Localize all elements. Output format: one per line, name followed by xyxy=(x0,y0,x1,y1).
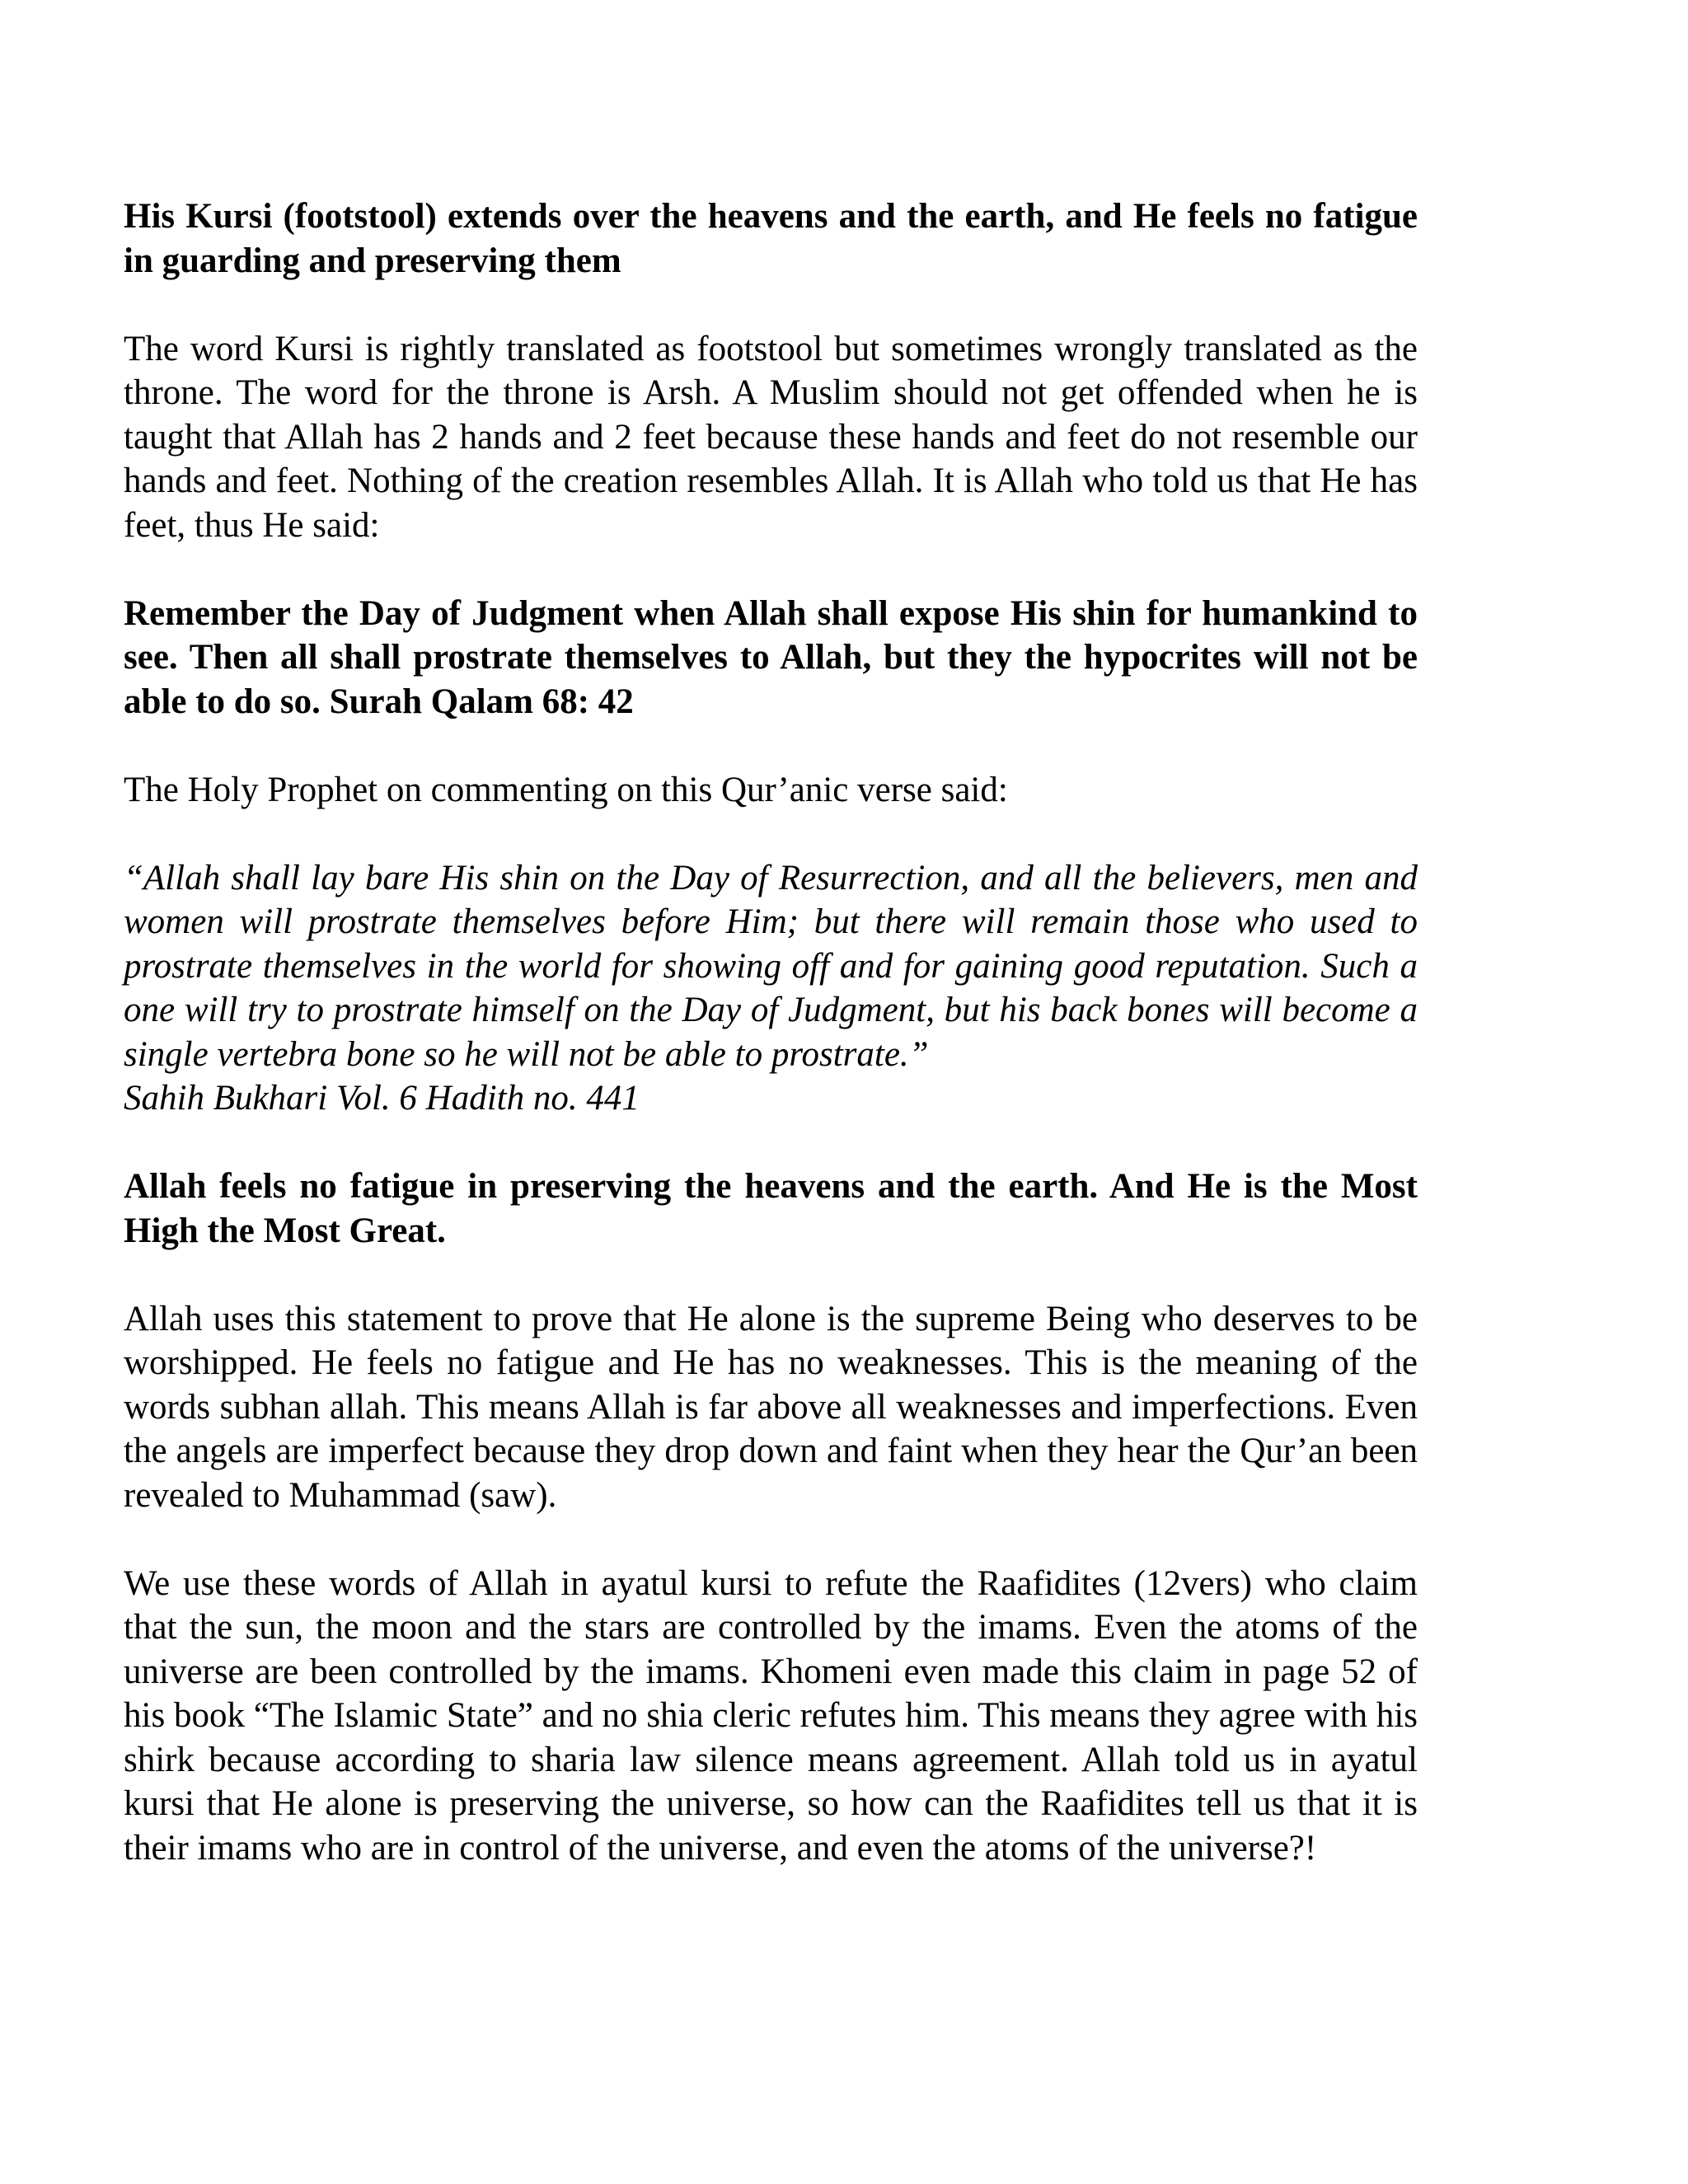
heading-no-fatigue: Allah feels no fatigue in preserving the heavens and the earth. And He is the Most High the Most Great. xyxy=(124,1167,1418,1250)
paragraph-supreme-being: Allah uses this statement to prove that He alone is the supreme Being who deserves to be worshipped. He feels no fatigue and He has no weaknesses. This is the meaning of the words subhan allah. This means Allah is far above all weaknesses and imperfections. Even the angels are imperfect because they drop down and faint when they hear the Qur’an been revealed to Muhammad (saw). xyxy=(124,1299,1418,1515)
document-page xyxy=(124,194,1418,1915)
hadith-text: “Allah shall lay bare His shin on the Day of Resurrection, and all the believers, men and women will prostrate themselves before Him; but there will remain those who used to prostrate themselves in the world for showing off and for gaining good reputation. Such a one will try to prostrate himself on the Day of Judgment, but his back bones will become a single vertebra bone so he will not be able to prostrate.” xyxy=(124,858,1418,1074)
heading-kursi: His Kursi (footstool) extends over the heavens and the earth, and He feels no fatigue in guarding and preserving them xyxy=(124,197,1418,280)
hadith-citation: Sahih Bukhari Vol. 6 Hadith no. 441 xyxy=(124,1079,640,1118)
paragraph-prophet-comment: The Holy Prophet on commenting on this Qur’anic verse said: xyxy=(124,770,1008,809)
paragraph-refutation: We use these words of Allah in ayatul kursi to refute the Raafidites (12vers) who claim that the sun, the moon and the stars are controlled by the imams. Even the atoms of the universe are been controlled by the imams. Khomeni even made this claim in page 52 of his book “The Islamic State” and no shia cleric refutes him. This means they agree with his shirk because according to sharia law silence means agreement. Allah told us in ayatul kursi that He alone is preserving the universe, so how can the Raafidites tell us that it is their imams who are in control of the universe, and even the atoms of the universe?! xyxy=(124,1563,1418,1868)
hadith-quote xyxy=(124,856,1418,1121)
quran-verse-qalam: Remember the Day of Judgment when Allah shall expose His shin for humankind to see. Then all shall prostrate themselves to Allah, but they the hypocrites will not be able to do so. Surah Qalam 68: 42 xyxy=(124,593,1418,721)
paragraph-kursi-meaning: The word Kursi is rightly translated as footstool but sometimes wrongly translated as the throne. The word for the throne is Arsh. A Muslim should not get offended when he is taught that Allah has 2 hands and 2 feet because these hands and feet do not resemble our hands and feet. Nothing of the creation resembles Allah. It is Allah who told us that He has feet, thus He said: xyxy=(124,329,1418,545)
